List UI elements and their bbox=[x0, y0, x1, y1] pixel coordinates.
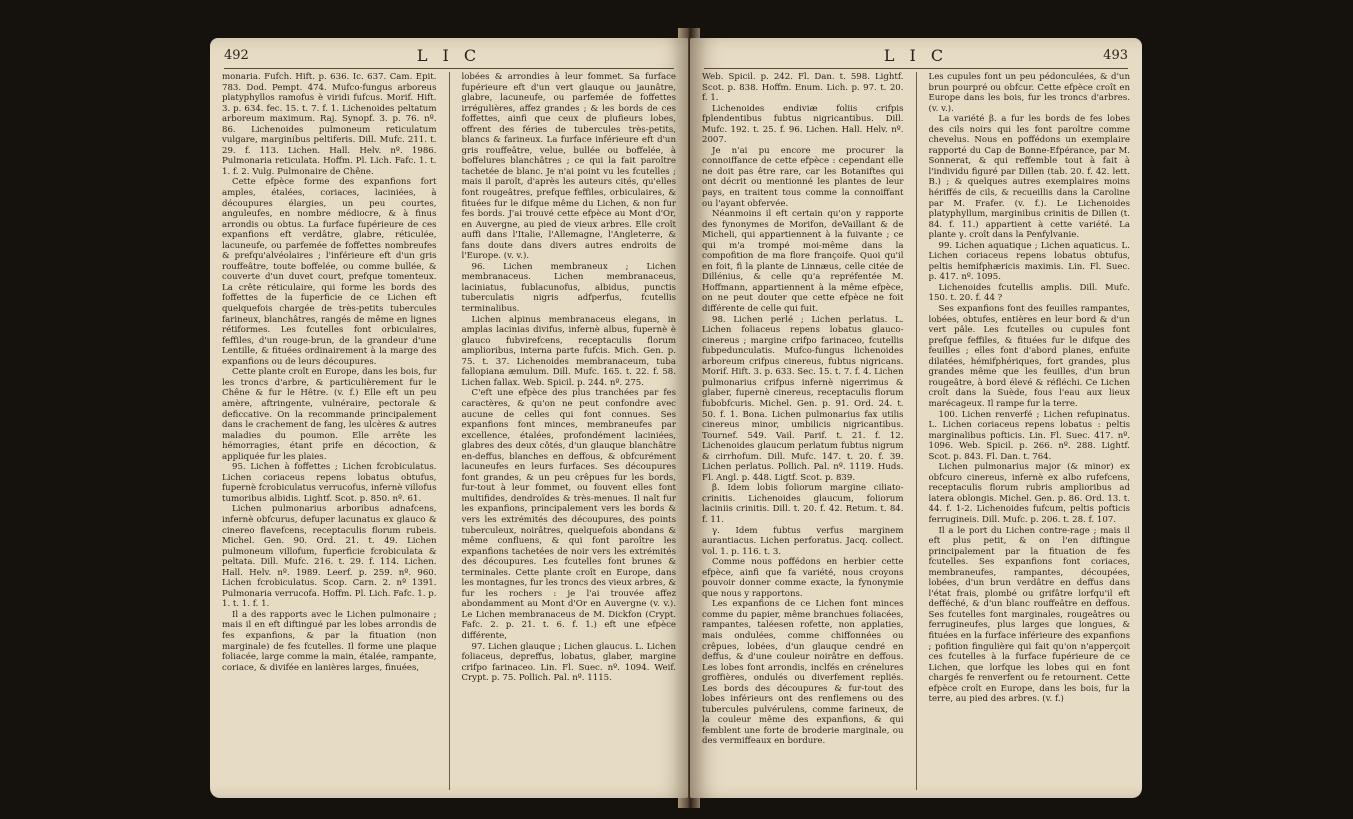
right-column-1 bbox=[702, 72, 904, 790]
entry-heading: 100. Lichen renverfé ; Lichen refupinatus. L. Lichen coriaceus repens lobatus : peltis marginalibus pofticis. Lin. Fl. Suec. 417. nº. 1096. Web. Spicil. p. 266. nº. 288. Lightf. Scot. p. 843. Fl. Dan. t. 764. bbox=[928, 409, 1130, 462]
paragraph: Les expanfions de ce Lichen font minces comme du papier, même branchues foliacées, rampantes, taléesen rofette, non applaties, mais ondulées, comme chiffonnées ou crêpues, lobées, d'un glauque cendré en deffus, & d'une couleur noirâtre en deffous. Les lobes font arrondis, inclfés en crénelures groffières, ondulés ou diverfement repliés. Les bords des découpures & fur-tout des lobes inférieurs ont des renflemens ou des tubercules pulvérulens, comme farineux, de la couleur même des expanfions, & qui femblent une forte de broderie marginale, ou des vermiffeaux en bordure. bbox=[702, 599, 904, 747]
entry-heading: 97. Lichen glauque ; Lichen glaucus. L. Lichen foliaceus, depreffus, lobatus, glaber, margine crifpo farinaceo. Lin. Fl. Suec. nº. 1094. Weif. Crypt. p. 75. Pollich. Pal. nº. 1115. bbox=[461, 641, 676, 684]
paragraph: Il a le port du Lichen contre-rage ; mais il eft plus petit, & on l'en diftingue principalement par la fituation de fes fcutelles. Ses expanfions font coriaces, membraneufes, rampantes, découpées, lobées, d'un brun verdâtre en deffus dans l'état frais, plombé ou grifâtre lorfqu'il eft defféché, & d'un blanc rouffeâtre en deffous. Ses fcutelles font marginales, rougeâtres ou ferrugineufes, plus larges que longues, & fituées en la furface inférieure des expanfions ; pofition fingulière qui fait qu'on n'apperçoit ces fcutelles à la furface fupérieure de ce Lichen, que lorfque les lobes qui en font chargés fe renverfent ou fe retournent. Cette efpèce croît en Europe, dans les bois, fur la terre, au pied des arbres. (v. f.) bbox=[928, 525, 1130, 705]
paragraph: Les cupules font un peu pédonculées, & d'un brun pourpré ou obfcur. Cette efpèce croît en Europe dans les bois, fur les troncs d'arbres. (v. v.). bbox=[928, 72, 1130, 114]
page-number-left: 492 bbox=[224, 48, 249, 63]
book-spread bbox=[10, 8, 1343, 813]
paragraph: Lichenoides endiviæ foliis crifpis fplendentibus fubtus nigricantibus. Dill. Mufc. 192. t. 25. f. 96. Lichen. Hall. Helv. nº. 2007. bbox=[702, 103, 904, 146]
paragraph: Comme nous poffédons en herbier cette efpèce, ainfi que fa variété, nous croyons pouvoir donner comme exacte, la fynonymie que nous y rapportons. bbox=[702, 557, 904, 599]
paragraph: Lichen alpinus membranaceus elegans, in amplas lacinias divifus, infernè albus, fupernè è glauco fubvirefcens, receptaculis florum amplioribus, interna parte fufcis. Mich. Gen. p. 75. t. 37. Lichenoides membranaceum, tuba fallopiana æmulum. Dill. Mufc. 165. t. 22. f. 58. Lichen fallax. Web. Spicil. p. 244. nº. 275. bbox=[461, 314, 676, 388]
paragraph: Web. Spicil. p. 242. Fl. Dan. t. 598. Lightf. Scot. p. 838. Hoffm. Enum. Lich. p. 97. t. 20. f. 1. bbox=[702, 72, 904, 104]
paragraph: Lichen pulmonarius arboribus adnafcens, infernè obfcurus, defuper lacunatus ex glauco & cinereo flavefcens, receptaculis florum rubeis. Michel. Gen. 90. Ord. 21. t. 49. Lichen pulmoneum villofum, fuperficie fcrobiculata & peltata. Dill. Mufc. 216. t. 29. f. 114. Lichen. Hall. Helv. nº. 1989. Leerf. p. 259. nº. 960. Lichen fcrobiculatus. Scop. Carn. 2. nº 1391. Pulmonaria verrucofa. Hoffm. Pl. Lich. Fafc. 1. p. 1. t. 1. f. 1. bbox=[222, 504, 437, 610]
left-page bbox=[210, 38, 688, 798]
column-divider bbox=[916, 72, 917, 790]
paragraph: Cette efpèce forme des expanfions fort amples, étalées, coriaces, laciniées, à découpures élargies, un peu courtes, anguleufes, en nombre médiocre, & à finus arrondis ou obtus. La furface fupérieure de ces expanfions eft verdâtre, glabre, réticulée, lacuneufe, ou parfemée de foffettes nombreufes & prefqu'alvéolaires ; l'inférieure eft d'un gris rouffeâtre, toute boffelée, ou comme bullée, & couverte d'un duvet court, prefque tomenteux. La crête réticulaire, qui forme les bords des foffettes de la fuperficie de ce Lichen eft quelquefois chargée de très-petits tubercules farineux, blanchâtres, rangés de même en lignes rétiformes. Les fcutelles font orbiculaires, feffiles, d'un rouge-brun, de la grandeur d'une Lentille, & fituées ordinairement à la marge des expanfions ou de leurs découpures. bbox=[222, 177, 437, 367]
paragraph: Ses expanfions font des feuilles rampantes, lobées, obtufes, entières en leur bord & d'un vert pâle. Les fcutelles ou cupules font prefque feffiles, & fituées fur le difque des feuilles ; elles font d'abord planes, enfuite dilatées, hémifphériques, fort grandes, plus grandes même que les feuilles, d'un brun rougeâtre, à bord élevé & réfléchi. Ce Lichen croît dans la Suède, fous l'eau aux lieux marécageux. Il rampe fur la terre. bbox=[928, 304, 1130, 409]
paragraph: Il a des rapports avec le Lichen pulmonaire ; mais il en eft diftingué par les lobes arrondis de fes expanfions, & par la fituation (non marginale) de fes fcutelles. Il forme une plaque foliacée, large comme la main, étalée, rampante, coriace, & divifée en lanières larges, finuées, bbox=[222, 609, 437, 673]
paragraph: γ. Idem fubtus verfus marginem aurantiacus. Lichen perforatus. Jacq. collect. vol. 1. p. 116. t. 3. bbox=[702, 525, 904, 557]
paragraph: β. Idem lobis foliorum margine ciliato-crinitis. Lichenoides glaucum, foliorum laciniis crinitis. Dill. t. 20. f. 42. Retum. t. 84. f. 11. bbox=[702, 483, 904, 525]
left-column-1 bbox=[222, 72, 437, 790]
paragraph: C'eft une efpèce des plus tranchées par fes caractères, & qu'on ne peut confondre avec aucune de celles qui font connues. Ses expanfions font minces, membraneufes par excellence, étalées, profondément laciniées, glabres des deux côtés, d'un glauque blanchâtre en-deffus, blanches en deffous, & obfcurément lacuneufes en leurs furfaces. Ses découpures font grandes, & un peu crêpues fur les bords, fur-tout à leur fommet, ou fouvent elles font multifides, dendroïdes & très-menues. Il naît fur les expanfions, principalement vers les bords & vers les extrémités des découpures, des points tuberculeux, noirâtres, quelquefois abondans & même confluens, & qui font paroître les expanfions tachetées de noir vers les extrémités des découpures. Les fcutelles font brunes & terminales. Cette plante croît en Europe, dans les montagnes, fur les troncs des vieux arbres, & fur les rochers : je l'ai trouvée affez abondamment au Mont d'Or en Auvergne (v. v.). Le Lichen membranaceus de M. Dickfon (Crypt. Fafc. 2. p. 21. t. 6. f. 1.) eft une efpèce différente, bbox=[461, 388, 676, 641]
right-page bbox=[690, 38, 1142, 798]
running-head-left: L I C bbox=[416, 46, 482, 65]
paragraph: lobées & arrondies à leur fommet. Sa furface fupérieure eft d'un vert glauque ou jaunâtre, glabre, lacuneufe, ou parfemée de foffettes irrégulières, affez grandes ; & les bords de ces foffettes, ainfi que ceux de plufieurs lobes, offrent des féries de tubercules très-petits, blancs & farineux. La furface inférieure eft d'un gris rouffeâtre, velue, bullée ou boffelée, à boffelures blanchâtres ; ce qui la fait paroître tachetée de blanc. Je n'ai point vu les fcutelles ; mais il paroît, d'après les auteurs cités, qu'elles font rougeâtres, prefque feffiles, orbiculaires, & fituées fur le difque même du Lichen, & non fur fes bords. J'ai trouvé cette efpèce au Mont d'Or, en Auvergne, au pied de vieux arbres. Elle croît auffi dans l'Italie, l'Allemagne, l'Angleterre, & fans doute dans divers autres endroits de l'Europe. (v. v.). bbox=[461, 72, 676, 262]
header-rule bbox=[704, 68, 1128, 69]
paragraph: Lichen pulmonarius major (& minor) ex obfcuro cinereus, infernè ex albo rufefcens, receptaculis florum rubris amplioribus ad latera oblongis. Michel. Gen. p. 86. Ord. 13. t. 44. f. 1-2. Lichenoides fufcum, peltis pofticis ferrugineis. Dill. Mufc. p. 206. t. 28. f. 107. bbox=[928, 462, 1130, 525]
entry-heading: 95. Lichen à foffettes ; Lichen fcrobiculatus. Lichen coriaceus repens lobatus obtufus, fupernè fcrobiculatus verrucofus, infernè villofus tumoribus albidis. Lightf. Scot. p. 850. nº. 61. bbox=[222, 462, 437, 504]
entry-heading: 99. Lichen aquatique ; Lichen aquaticus. L. Lichen coriaceus repens lobatus obtufus, peltis hemifphæricis maximis. Lin. Fl. Suec. p. 417. nº. 1095. bbox=[928, 240, 1130, 283]
entry-heading: 96. Lichen membraneux ; Lichen membranaceus. Lichen membranaceus, laciniatus, fublacunofus, albidus, punctis tuberculatis nigris adfperfus, fcutellis terminalibus. bbox=[461, 261, 676, 315]
entry-heading: 98. Lichen perlé ; Lichen perlatus. L. Lichen foliaceus repens lobatus glauco-cinereus ; margine crifpo farinaceo, fcutellis fubpedunculatis. Mufco-fungus lichenoides arboreum crifpus cinereus, fubtus nigricans. Morif. Hift. 3. p. 633. Sec. 15. t. 7. f. 4. Lichen pulmonarius crifpus infernè nigerrimus & glaber, fupernè cinereus, receptaculis florum fubobfcuris. Michel. Gen. p. 91. Ord. 24. t. 50. f. 1. Bona. Lichen pulmonarius fax utilis cinereus minor, umbilicis nigricantibus. Tournef. 549. Vail. Parif. t. 21. f. 12. Lichenoides glaucum perlatum fubtus nigrum & cirrhofum. Dill. Mufc. 147. t. 20. f. 39. Lichen perlatus. Pollich. Pal. nº. 1119. Huds. Fl. Angl. p. 448. Ligtf. Scot. p. 839. bbox=[702, 314, 904, 483]
paragraph: monaria. Fufch. Hift. p. 636. Ic. 637. Cam. Epit. 783. Dod. Pempt. 474. Mufco-fungus arboreus platyphyllos ramofus è viridi fufcus. Morif. Hift. 3. p. 634. fec. 15. t. 7. f. 1. Lichenoides peltatum arboreum maximum. Raj. Synopf. 3. p. 76. nº. 86. Lichenoides pulmoneum reticulatum vulgare, marginibus peltiferis. Dill. Mufc. 211. t. 29. f. 113. Lichen. Hall. Helv. nº. 1986. Pulmonaria reticulata. Hoffm. Pl. Lich. Fafc. 1. t. 1. f. 2. Vulg. Pulmonaire de Chêne. bbox=[222, 72, 437, 177]
page-number-right: 493 bbox=[1103, 48, 1128, 63]
left-columns bbox=[222, 72, 676, 790]
left-header bbox=[224, 46, 674, 66]
right-header bbox=[704, 46, 1128, 66]
paragraph: Je n'ai pu encore me procurer la connoiffance de cette efpèce : cependant elle ne doit pas être rare, car les Botaniftes qui ont décrit ou mentionné les plantes de leur pays, en traitent tous comme la connoiffant ou l'ayant obfervée. bbox=[702, 145, 904, 209]
paragraph: Lichenoides fcutellis amplis. Dill. Mufc. 150. t. 20. f. 44 ? bbox=[928, 282, 1130, 304]
paragraph: Cette plante croît en Europe, dans les bois, fur les troncs d'arbre, & particulièrement fur le Chêne & fur le Hêtre. (v. f.) Elle eft un peu amère, aftringente, vulnéraire, pectorale & deficcative. On la recommande principalement dans le crachement de fang, les ulcères & autres maladies du poumon. Elle arrête les hémorragies, étant prife en décoction, & appliquée fur les plaies. bbox=[222, 367, 437, 462]
right-column-2 bbox=[929, 72, 1131, 790]
paragraph: La variété β. a fur les bords de fes lobes des cils noirs qui les font paroître comme chevelus. Nous en poffédons un exemplaire rapporté du Cap de Bonne-Efpérance, par M. Sonnerat, & qui reffemble tout à fait à l'individu figuré par Dillen (tab. 20. f. 42. lett. B.) ; & quelques autres exemplaires moins hériffés de cils, & recueillis dans la Caroline par M. Frafer. (v. f.). Le Lichenoides platyphyllum, marginibus crinitis de Dillen (t. 84. f. 11.) appartient à cette variété. La plante γ. croît dans la Penfylvanie. bbox=[928, 114, 1130, 241]
right-columns bbox=[702, 72, 1130, 790]
running-head-right: L I C bbox=[883, 46, 949, 65]
left-column-2 bbox=[462, 72, 677, 790]
paragraph: Néanmoins il eft certain qu'on y rapporte des fynonymes de Morifon, deVaillant & de Micheli, qui appartiennent à la fuivante ; ce qui m'a trompé moi-même dans la compofition de ma flore françoife. Quoi qu'il en foit, fi la plante de Linnæus, celle citée de Dillénius, & celle qu'a repréfentée M. Hoffmann, appartiennent à la même efpèce, on ne peut douter que cette efpèce ne foit différente de celle qui fuit. bbox=[702, 209, 904, 315]
header-rule bbox=[224, 68, 674, 69]
column-divider bbox=[449, 72, 450, 790]
